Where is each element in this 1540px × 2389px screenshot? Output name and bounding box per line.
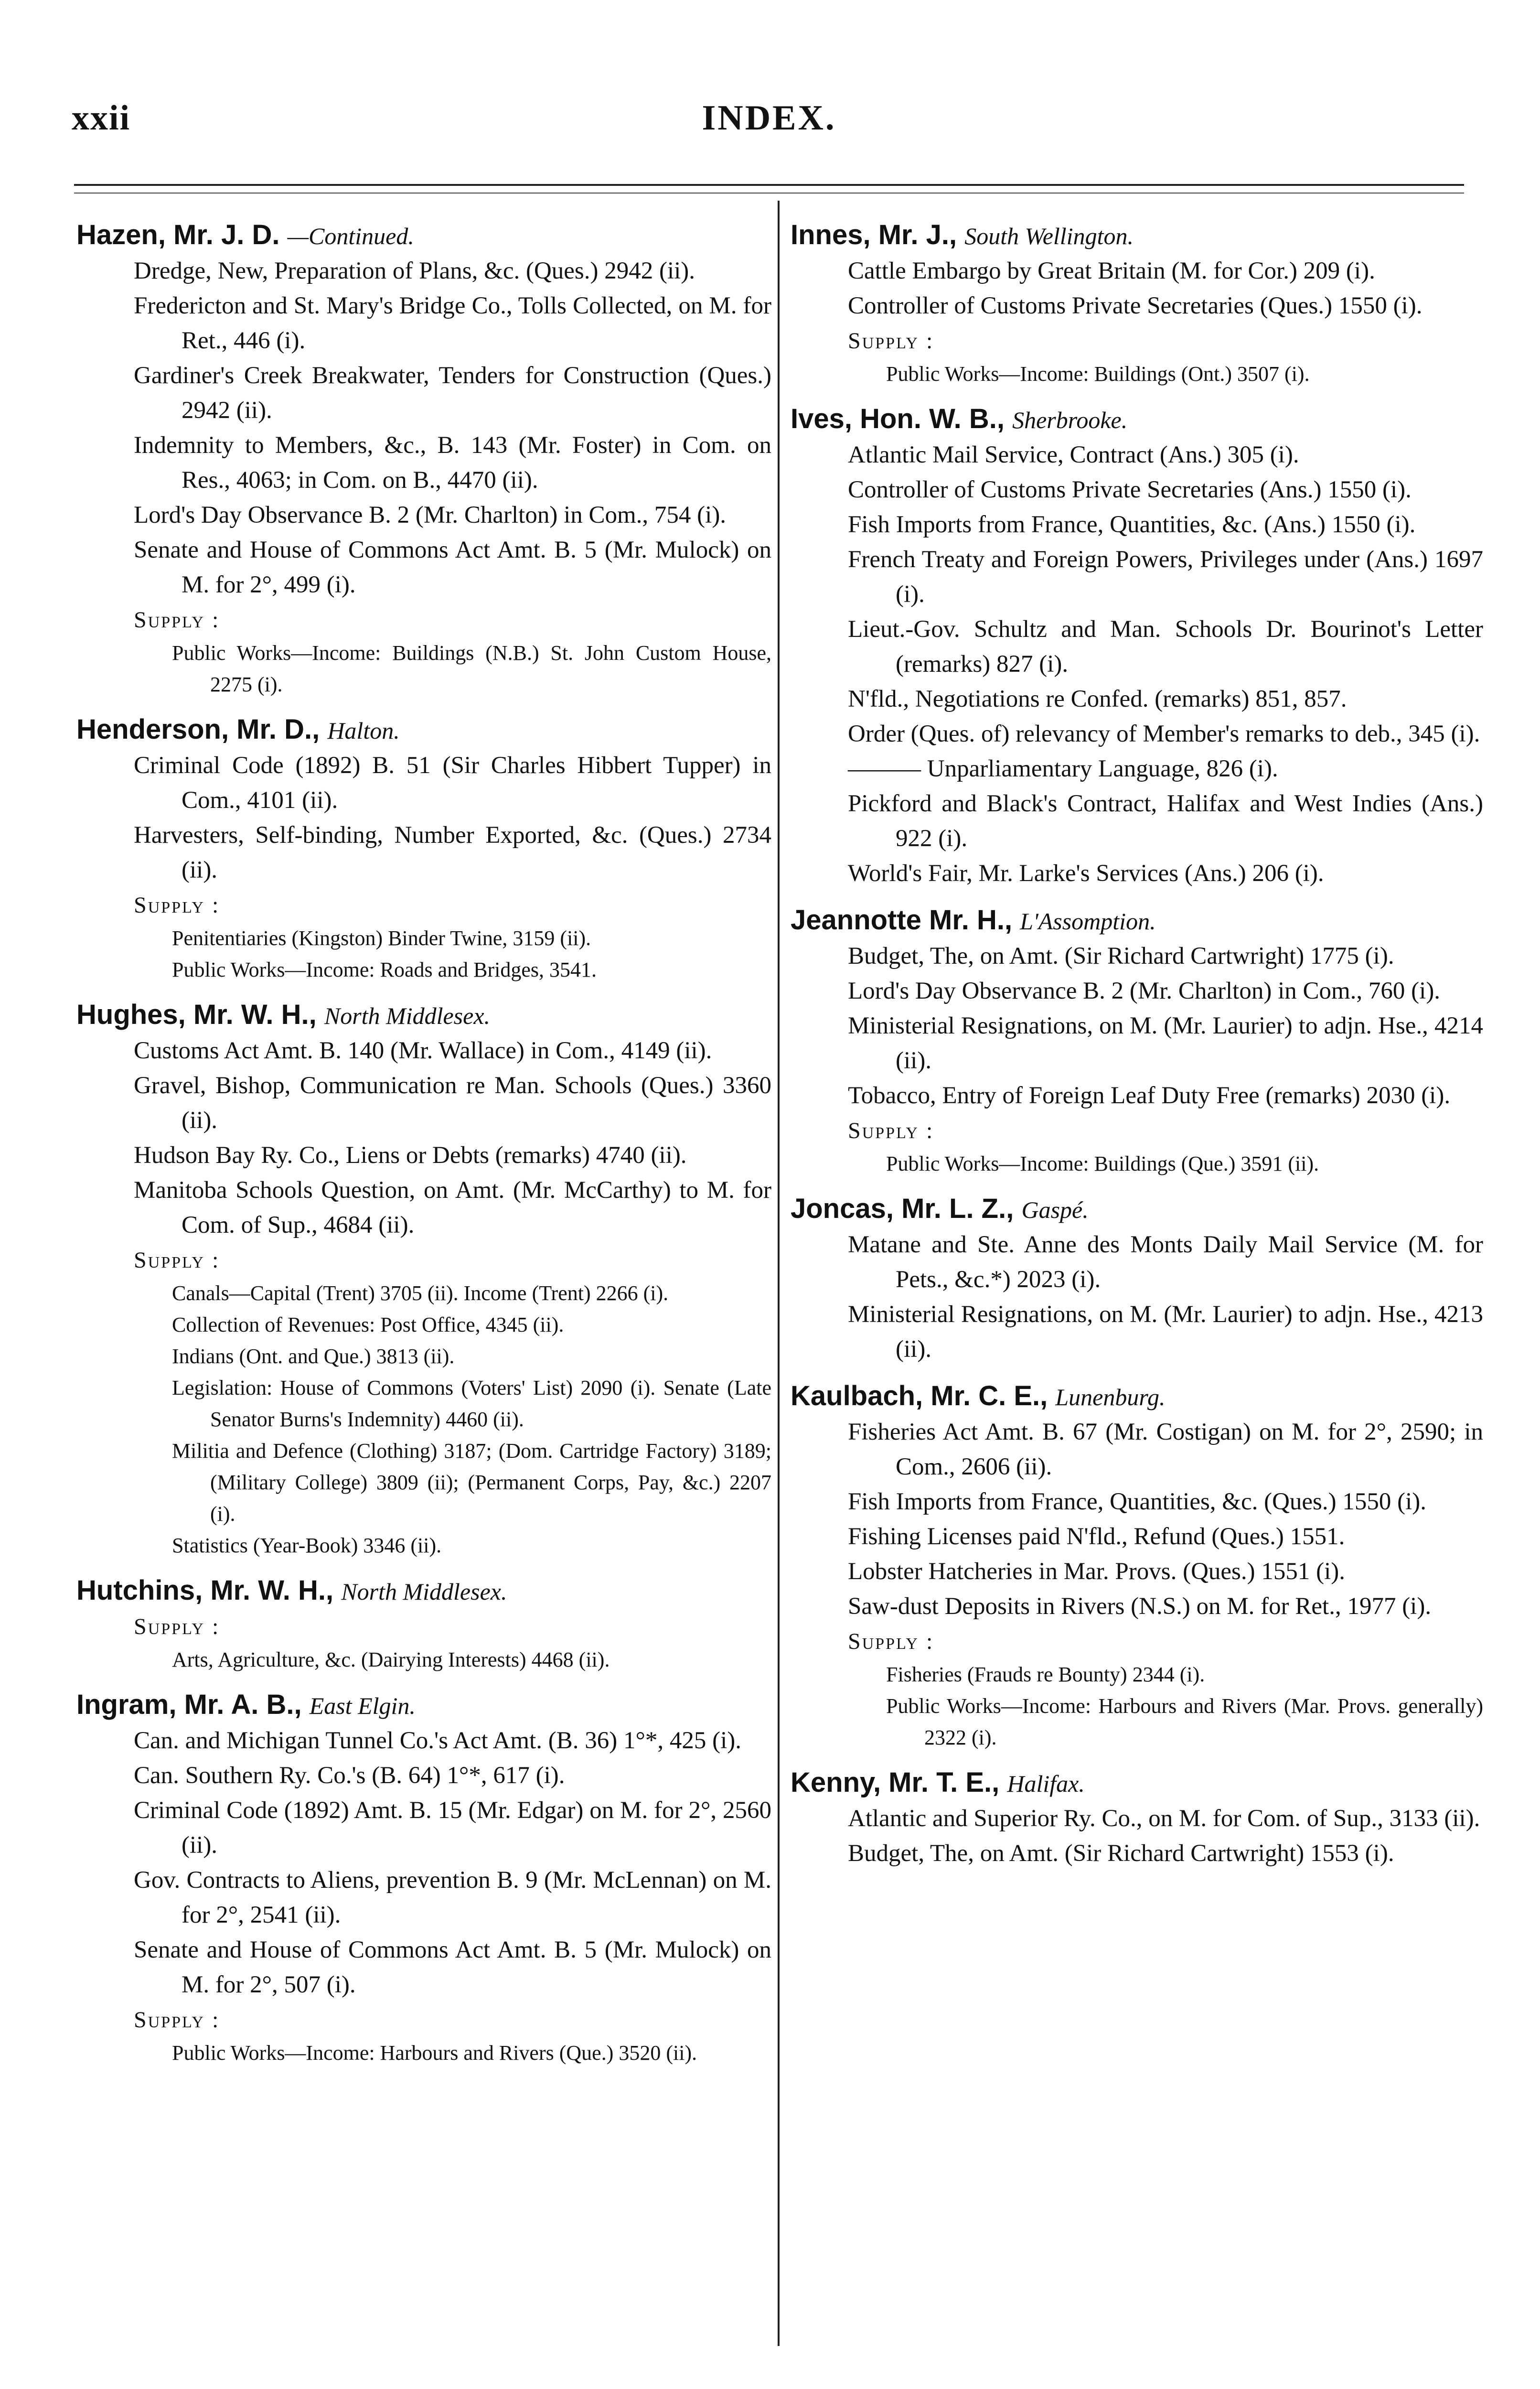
member-constituency: North Middlesex. xyxy=(341,1578,507,1605)
supply-label: Supply : xyxy=(848,1118,934,1143)
supply-item: Public Works—Income: Buildings (N.B.) St. John Custom House, 2275 (i). xyxy=(172,641,771,696)
member-heading xyxy=(791,217,1483,254)
index-item: World's Fair, Mr. Larke's Services (Ans.) 206 (i). xyxy=(848,860,1324,887)
supply-item: Legislation: House of Commons (Voters' List) 2090 (i). Senate (Late Senator Burns's Indemnity) 4460 (ii). xyxy=(172,1376,771,1431)
supply-item: Canals—Capital (Trent) 3705 (ii). Income (Trent) 2266 (i). xyxy=(172,1281,669,1305)
member-constituency: Halton. xyxy=(327,717,400,744)
index-entry xyxy=(791,1378,1483,1754)
member-name: Ingram, Mr. A. B., xyxy=(76,1689,302,1720)
index-item: Fredericton and St. Mary's Bridge Co., Tolls Collected, on M. for Ret., 446 (i). xyxy=(134,292,771,354)
index-item: Lobster Hatcheries in Mar. Provs. (Ques.) 1551 (i). xyxy=(848,1558,1346,1585)
index-item: Can. and Michigan Tunnel Co.'s Act Amt. (B. 36) 1°*, 425 (i). xyxy=(134,1727,741,1754)
supply-label: Supply : xyxy=(134,893,220,918)
index-entry xyxy=(76,1573,771,1676)
index-item: ——— Unparliamentary Language, 826 (i). xyxy=(848,755,1278,782)
supply-item: Public Works—Income: Harbours and Rivers (Mar. Provs. generally) 2322 (i). xyxy=(886,1694,1483,1749)
index-entry xyxy=(791,1765,1483,1871)
index-item: Saw-dust Deposits in Rivers (N.S.) on M. for Ret., 1977 (i). xyxy=(848,1593,1432,1620)
member-constituency: Lunenburg. xyxy=(1055,1384,1166,1410)
member-heading xyxy=(76,712,771,748)
index-item: Controller of Customs Private Secretaries (Ans.) 1550 (i). xyxy=(848,476,1412,503)
supply-item: Statistics (Year-Book) 3346 (ii). xyxy=(172,1534,442,1557)
index-item: French Treaty and Foreign Powers, Privileges under (Ans.) 1697 (i). xyxy=(848,546,1483,608)
index-item: Cattle Embargo by Great Britain (M. for Cor.) 209 (i). xyxy=(848,258,1375,284)
supply-item: Arts, Agriculture, &c. (Dairying Interests) 4468 (ii). xyxy=(172,1648,610,1671)
member-heading xyxy=(791,401,1483,438)
member-name: Jeannotte Mr. H., xyxy=(791,904,1013,936)
member-heading xyxy=(76,1573,771,1609)
index-item: Gravel, Bishop, Communication re Man. Schools (Ques.) 3360 (ii). xyxy=(134,1072,771,1134)
index-entry xyxy=(791,903,1483,1180)
supply-label: Supply : xyxy=(134,1614,220,1639)
supply-item: Penitentiaries (Kingston) Binder Twine, 3159 (ii). xyxy=(172,926,591,950)
member-heading xyxy=(76,1687,771,1723)
index-item: Gov. Contracts to Aliens, prevention B. 9 (Mr. McLennan) on M. for 2°, 2541 (ii). xyxy=(134,1867,771,1928)
index-entry xyxy=(76,712,771,986)
member-name: Hughes, Mr. W. H., xyxy=(76,999,317,1030)
supply-item: Public Works—Income: Buildings (Que.) 3591 (ii). xyxy=(886,1152,1319,1175)
page-number: xxii xyxy=(72,98,131,138)
index-item: Dredge, New, Preparation of Plans, &c. (Ques.) 2942 (ii). xyxy=(134,258,695,284)
header-rule-secondary xyxy=(74,193,1464,194)
member-constituency: East Elgin. xyxy=(309,1692,416,1719)
member-constituency: —Continued. xyxy=(287,223,414,249)
member-name: Kaulbach, Mr. C. E., xyxy=(791,1380,1048,1411)
header-rule xyxy=(74,184,1464,186)
member-constituency: Gaspé. xyxy=(1021,1196,1089,1223)
index-entry xyxy=(791,217,1483,390)
index-entry xyxy=(76,1687,771,2069)
index-item: Fishing Licenses paid N'fld., Refund (Ques.) 1551. xyxy=(848,1523,1345,1550)
supply-label: Supply : xyxy=(134,1248,220,1273)
index-item: Ministerial Resignations, on M. (Mr. Laurier) to adjn. Hse., 4213 (ii). xyxy=(848,1301,1483,1363)
index-item: Ministerial Resignations, on M. (Mr. Laurier) to adjn. Hse., 4214 (ii). xyxy=(848,1012,1483,1074)
index-item: Criminal Code (1892) B. 51 (Sir Charles Hibbert Tupper) in Com., 4101 (ii). xyxy=(134,752,771,814)
index-item: Tobacco, Entry of Foreign Leaf Duty Free (remarks) 2030 (i). xyxy=(848,1082,1451,1109)
index-entry xyxy=(791,1191,1483,1367)
index-item: Budget, The, on Amt. (Sir Richard Cartwright) 1775 (i). xyxy=(848,943,1394,969)
supply-item: Public Works—Income: Buildings (Ont.) 3507 (i). xyxy=(886,362,1310,386)
member-constituency: L'Assomption. xyxy=(1020,908,1156,935)
index-item: Customs Act Amt. B. 140 (Mr. Wallace) in Com., 4149 (ii). xyxy=(134,1037,712,1064)
supply-item: Public Works—Income: Roads and Bridges, 3541. xyxy=(172,958,597,981)
member-name: Hazen, Mr. J. D. xyxy=(76,219,280,250)
member-constituency: South Wellington. xyxy=(964,223,1134,249)
supply-label: Supply : xyxy=(134,2007,220,2033)
member-name: Ives, Hon. W. B., xyxy=(791,403,1005,434)
member-constituency: North Middlesex. xyxy=(324,1002,491,1029)
member-heading xyxy=(76,997,771,1033)
supply-item: Collection of Revenues: Post Office, 4345 (ii). xyxy=(172,1313,564,1336)
supply-item: Public Works—Income: Harbours and Rivers (Que.) 3520 (ii). xyxy=(172,2041,697,2065)
member-name: Joncas, Mr. L. Z., xyxy=(791,1193,1014,1224)
supply-item: Militia and Defence (Clothing) 3187; (Dom. Cartridge Factory) 3189; (Military College) 3809 (ii); (Permanent Corps, Pay, &c.) 2207 (i). xyxy=(172,1439,771,1526)
member-heading xyxy=(791,1765,1483,1801)
left-column xyxy=(76,217,771,2080)
column-divider xyxy=(778,201,780,2346)
index-entry xyxy=(791,401,1483,891)
index-item: Lord's Day Observance B. 2 (Mr. Charlton) in Com., 760 (i). xyxy=(848,978,1441,1004)
supply-label: Supply : xyxy=(134,607,220,633)
member-name: Henderson, Mr. D., xyxy=(76,714,320,745)
index-item: Senate and House of Commons Act Amt. B. 5 (Mr. Mulock) on M. for 2°, 499 (i). xyxy=(134,537,771,598)
supply-item: Indians (Ont. and Que.) 3813 (ii). xyxy=(172,1345,455,1368)
page-header xyxy=(72,98,1466,155)
member-heading xyxy=(791,1378,1483,1415)
index-item: Gardiner's Creek Breakwater, Tenders for Construction (Ques.) 2942 (ii). xyxy=(134,362,771,424)
index-item: Hudson Bay Ry. Co., Liens or Debts (remarks) 4740 (ii). xyxy=(134,1142,687,1169)
index-entry xyxy=(76,997,771,1561)
supply-label: Supply : xyxy=(848,1629,934,1654)
index-item: Criminal Code (1892) Amt. B. 15 (Mr. Edgar) on M. for 2°, 2560 (ii). xyxy=(134,1797,771,1859)
index-item: Matane and Ste. Anne des Monts Daily Mail Service (M. for Pets., &c.*) 2023 (i). xyxy=(848,1231,1483,1293)
member-name: Kenny, Mr. T. E., xyxy=(791,1767,1000,1798)
index-item: Fish Imports from France, Quantities, &c. (Ques.) 1550 (i). xyxy=(848,1488,1427,1515)
member-heading xyxy=(791,903,1483,939)
member-constituency: Sherbrooke. xyxy=(1012,407,1128,433)
index-item: Atlantic Mail Service, Contract (Ans.) 305 (i). xyxy=(848,441,1299,468)
index-item: Harvesters, Self-binding, Number Exported, &c. (Ques.) 2734 (ii). xyxy=(134,822,771,883)
member-name: Innes, Mr. J., xyxy=(791,219,957,250)
index-item: Fish Imports from France, Quantities, &c. (Ans.) 1550 (i). xyxy=(848,511,1416,538)
index-item: Can. Southern Ry. Co.'s (B. 64) 1°*, 617 (i). xyxy=(134,1762,565,1789)
member-constituency: Halifax. xyxy=(1007,1770,1085,1797)
member-heading xyxy=(791,1191,1483,1227)
index-item: Controller of Customs Private Secretaries (Ques.) 1550 (i). xyxy=(848,292,1422,319)
index-item: Fisheries Act Amt. B. 67 (Mr. Costigan) on M. for 2°, 2590; in Com., 2606 (ii). xyxy=(848,1419,1483,1480)
supply-label: Supply : xyxy=(848,328,934,354)
index-item: Order (Ques. of) relevancy of Member's remarks to deb., 345 (i). xyxy=(848,721,1480,747)
index-item: Senate and House of Commons Act Amt. B. 5 (Mr. Mulock) on M. for 2°, 507 (i). xyxy=(134,1937,771,1998)
index-item: Indemnity to Members, &c., B. 143 (Mr. Foster) in Com. on Res., 4063; in Com. on B., 4470 (ii). xyxy=(134,432,771,494)
index-item: Atlantic and Superior Ry. Co., on M. for Com. of Sup., 3133 (ii). xyxy=(848,1805,1480,1832)
index-item: N'fld., Negotiations re Confed. (remarks) 851, 857. xyxy=(848,686,1347,712)
index-item: Lord's Day Observance B. 2 (Mr. Charlton) in Com., 754 (i). xyxy=(134,502,727,528)
page-title: INDEX. xyxy=(702,98,836,138)
index-entry xyxy=(76,217,771,700)
supply-item: Fisheries (Frauds re Bounty) 2344 (i). xyxy=(886,1663,1205,1686)
index-item: Manitoba Schools Question, on Amt. (Mr. McCarthy) to M. for Com. of Sup., 4684 (ii). xyxy=(134,1177,771,1238)
member-name: Hutchins, Mr. W. H., xyxy=(76,1575,334,1606)
right-column xyxy=(791,217,1483,1883)
index-item: Lieut.-Gov. Schultz and Man. Schools Dr. Bourinot's Letter (remarks) 827 (i). xyxy=(848,616,1483,678)
index-item: Pickford and Black's Contract, Halifax and West Indies (Ans.) 922 (i). xyxy=(848,790,1483,852)
index-item: Budget, The, on Amt. (Sir Richard Cartwright) 1553 (i). xyxy=(848,1840,1394,1867)
member-heading xyxy=(76,217,771,254)
